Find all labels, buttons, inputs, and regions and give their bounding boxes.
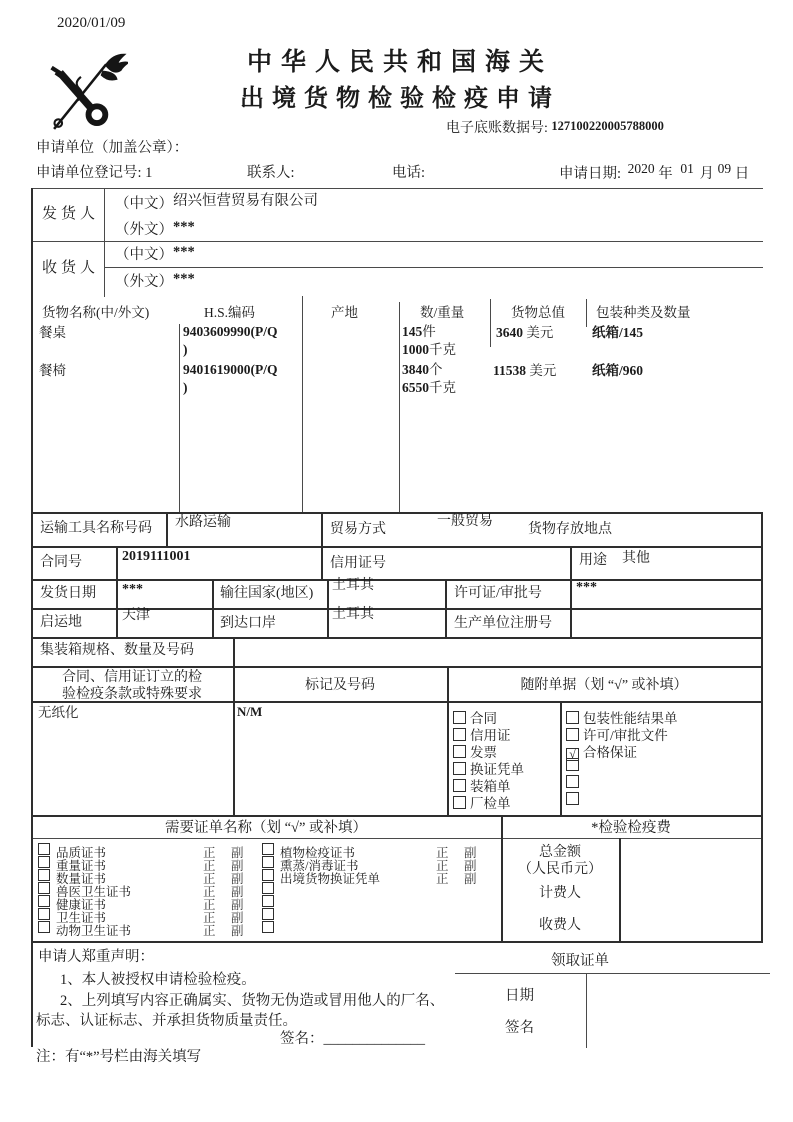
applicant-reg-row <box>36 165 152 182</box>
checkbox[interactable] <box>453 745 466 758</box>
checkbox[interactable] <box>566 792 579 805</box>
line <box>399 302 400 512</box>
checkbox[interactable] <box>566 711 579 724</box>
usage-label: 用途 <box>579 553 607 568</box>
checkbox[interactable] <box>262 869 274 881</box>
cert-row: 动物卫生证书 正 副 <box>38 921 508 935</box>
contract-no-label: 合同号 <box>40 555 82 570</box>
goods-header-hs: H.S.编码 <box>204 305 256 320</box>
license-label: 许可证/审批号 <box>454 586 542 601</box>
line <box>302 296 303 512</box>
doc-option-license-docs: 许可/审批文件 <box>566 724 668 744</box>
goods-row-qty1: 145件 <box>402 324 436 339</box>
license-value: *** <box>576 580 597 595</box>
line <box>445 579 447 637</box>
line <box>455 973 770 974</box>
ship-date-value: *** <box>122 582 143 597</box>
container-label: 集装箱规格、数量及号码 <box>40 643 194 658</box>
goods-row-qty2: 1000千克 <box>402 342 456 357</box>
line <box>31 188 763 189</box>
producer-reg-label: 生产单位注册号 <box>454 616 552 631</box>
consignor-fn-row <box>115 219 195 239</box>
goods-row-value: 3640 美元 <box>496 325 554 340</box>
transport-value: 水路运输 <box>175 515 231 530</box>
fee-amount-label-line2: （人民币元） <box>518 862 602 877</box>
consignee-fn-row <box>115 271 195 291</box>
checkbox-checked[interactable]: √ <box>566 748 579 761</box>
line <box>31 512 763 514</box>
doc-option-conformity-guarantee: √ 合格保证 <box>566 741 637 761</box>
arrival-port-value: 土耳其 <box>332 607 374 622</box>
cn-prefix: （中文） <box>115 247 173 263</box>
dest-country-label: 输往国家(地区) <box>220 586 314 601</box>
line <box>31 637 763 639</box>
checkbox[interactable] <box>38 843 50 855</box>
apply-date-month-unit: 月 <box>699 166 715 182</box>
contact-label: 联系人: <box>247 165 295 181</box>
goods-header-qty: 数/重量 <box>420 305 465 320</box>
checkbox[interactable] <box>566 775 579 788</box>
clause-value: 无纸化 <box>38 705 79 720</box>
fee-collector-label: 收费人 <box>539 918 581 933</box>
checkbox[interactable] <box>453 728 466 741</box>
doc-option-blank <box>566 758 583 774</box>
consignor-cn-value: 绍兴恒营贸易有限公司 <box>173 193 318 209</box>
usage-value: 其他 <box>622 551 650 566</box>
doc-option-blank <box>566 775 583 791</box>
goods-header-value: 货物总值 <box>511 305 565 320</box>
apply-date-day: 09 <box>717 161 732 176</box>
line <box>570 546 572 637</box>
checkbox[interactable] <box>262 908 274 920</box>
goods-row-pack: 纸箱/145 <box>592 325 644 340</box>
checkbox[interactable] <box>453 796 466 809</box>
line <box>586 299 587 327</box>
clause-header-line2: 验检疫条款或特殊要求 <box>62 687 202 702</box>
footnote: 注：有“*”号栏由海关填写 <box>36 1049 202 1065</box>
line <box>490 299 491 347</box>
departure-label: 启运地 <box>40 615 82 630</box>
goods-row-pack: 纸箱/960 <box>592 363 644 378</box>
checkbox[interactable] <box>566 728 579 741</box>
doc-option-packing-list: 装箱单 <box>453 775 511 795</box>
declaration-line3: 标志、认证标志、并承担货物质量责任。 <box>36 1013 297 1029</box>
line <box>31 241 763 242</box>
doc-option-lc: 信用证 <box>453 724 511 744</box>
eaccount-row <box>446 121 664 137</box>
checkbox[interactable] <box>262 895 274 907</box>
eaccount-label: 电子底账数据号: <box>446 121 548 136</box>
checkbox[interactable] <box>453 711 466 724</box>
line <box>31 546 763 548</box>
transport-label: 运输工具名称号码 <box>40 521 152 536</box>
line <box>619 838 621 941</box>
attached-docs-header: 随附单据（划 “√” 或补填） <box>520 678 688 693</box>
line <box>31 838 763 839</box>
apply-date-year-unit: 年 <box>658 166 673 182</box>
consignee-fn-value: *** <box>173 271 195 287</box>
phone-label: 电话: <box>392 165 426 181</box>
eaccount-value: 127100220005788000 <box>551 119 664 133</box>
checkbox[interactable] <box>262 921 274 933</box>
doc-option-packaging-result: 包装性能结果单 <box>566 707 678 727</box>
marks-value: N/M <box>237 704 263 719</box>
line <box>31 579 763 581</box>
cert-row: 数量证书 正 副 出境货物换证凭单 正 副 <box>38 869 508 883</box>
line <box>233 637 235 815</box>
line <box>560 701 562 815</box>
trade-mode-value: 一般贸易 <box>437 514 493 529</box>
form-title-line1: 中华人民共和国海关 <box>246 49 553 76</box>
applicant-reg-label: 申请单位登记号: <box>36 165 142 181</box>
form-title-line2: 出境货物检验检疫申请 <box>240 86 560 112</box>
line <box>104 188 105 297</box>
lc-no-label: 信用证号 <box>330 556 386 571</box>
cert-row: 重量证书 正 副 熏蒸/消毒证书 正 副 <box>38 856 508 870</box>
goods-header-name: 货物名称(中/外文) <box>42 305 150 320</box>
line <box>212 579 214 637</box>
contract-no-value: 2019111001 <box>122 549 191 564</box>
cert-row: 卫生证书 正 副 <box>38 908 508 922</box>
pickup-title: 领取证单 <box>551 953 609 969</box>
doc-option-invoice: 发票 <box>453 741 497 761</box>
apply-date-month: 01 <box>680 161 694 176</box>
checkbox[interactable] <box>262 856 274 868</box>
applicant-reg-value: 1 <box>145 165 153 181</box>
doc-option-blank <box>566 792 583 808</box>
cert-row: 品质证书 正 副 植物检疫证书 正 副 <box>38 843 508 857</box>
storage-label: 货物存放地点 <box>528 522 612 537</box>
signature-line[interactable]: 签名：______________ <box>280 1031 425 1047</box>
line <box>31 815 763 817</box>
fee-header: *检验检疫费 <box>591 820 671 836</box>
fn-prefix: （外文） <box>115 274 173 290</box>
doc-option-contract: 合同 <box>453 707 497 727</box>
print-date: 2020/01/09 <box>57 15 126 31</box>
marks-header: 标记及号码 <box>305 678 375 693</box>
line <box>586 973 587 1048</box>
checkbox[interactable] <box>38 895 50 907</box>
apply-date-day-unit: 日 <box>734 166 750 182</box>
goods-row-name: 餐桌 <box>39 325 66 340</box>
line <box>31 941 763 943</box>
fn-prefix: （外文） <box>115 222 173 238</box>
line <box>321 512 323 579</box>
goods-row-hs: 9403609990(P/Q <box>183 324 278 339</box>
line <box>31 666 763 668</box>
cert-row: 兽医卫生证书 正 副 <box>38 882 508 896</box>
goods-row-qty2: 6550千克 <box>402 380 456 395</box>
goods-header-origin: 产地 <box>331 305 358 320</box>
trade-mode-label: 贸易方式 <box>330 522 386 537</box>
doc-option-factory-inspection: 厂检单 <box>453 792 511 812</box>
goods-row-hs: 9401619000(P/Q <box>183 362 278 377</box>
line <box>179 324 180 512</box>
goods-row-qty1: 3840个 <box>402 362 443 377</box>
checkbox[interactable] <box>453 779 466 792</box>
dest-country-value: 土耳其 <box>332 578 374 593</box>
checkbox[interactable] <box>38 908 50 920</box>
consignor-label: 发货人 <box>42 206 100 222</box>
consignor-cn-row <box>115 193 318 213</box>
apply-date-row <box>559 161 750 183</box>
certs-header: 需要证单名称（划 “√” 或补填） <box>164 820 368 836</box>
consignor-fn-value: *** <box>173 219 195 235</box>
fee-amount-label-line1: 总金额 <box>539 845 581 860</box>
apply-date-year: 2020 <box>627 161 655 176</box>
goods-row-hs-cont: ) <box>183 342 188 357</box>
cn-prefix: （中文） <box>115 196 173 212</box>
goods-row-name: 餐椅 <box>39 363 66 378</box>
checkbox[interactable] <box>38 882 50 894</box>
goods-row-value: 11538 美元 <box>493 363 557 378</box>
departure-value: 天津 <box>122 608 150 623</box>
arrival-port-label: 到达口岸 <box>220 616 276 631</box>
declaration-line2: 2、上列填写内容正确属实、货物无伪造或冒用他人的厂名、 <box>60 993 445 1009</box>
doc-option-exchange-voucher: 换证凭单 <box>453 758 524 778</box>
checkbox[interactable] <box>38 869 50 881</box>
checkbox[interactable] <box>566 758 579 771</box>
apply-date-label: 申请日期: <box>559 166 622 182</box>
consignee-label: 收货人 <box>42 260 100 276</box>
pickup-sign-label: 签名 <box>505 1020 534 1036</box>
line <box>104 267 763 268</box>
checkbox[interactable] <box>262 882 274 894</box>
line <box>31 188 33 1047</box>
goods-row-hs-cont: ) <box>183 380 188 395</box>
declaration-line1: 1、本人被授权申请检验检疫。 <box>60 972 256 988</box>
fee-calculator-label: 计费人 <box>539 886 581 901</box>
applicant-unit-label: 申请单位（加盖公章）： <box>36 140 189 156</box>
clause-header-line1: 合同、信用证订立的检 <box>62 670 202 685</box>
line <box>327 579 329 637</box>
checkbox[interactable] <box>262 843 274 855</box>
declaration-title: 申请人郑重声明： <box>38 949 154 965</box>
checkbox[interactable] <box>453 762 466 775</box>
consignee-cn-row <box>115 244 195 264</box>
line <box>116 546 118 637</box>
consignee-cn-value: *** <box>173 244 195 260</box>
checkbox[interactable] <box>38 856 50 868</box>
line <box>166 512 168 546</box>
goods-header-pack: 包装种类及数量 <box>596 305 691 320</box>
checkbox[interactable] <box>38 921 50 933</box>
pickup-date-label: 日期 <box>505 988 534 1004</box>
cert-row: 健康证书 正 副 <box>38 895 508 909</box>
ship-date-label: 发货日期 <box>40 586 96 601</box>
line <box>761 512 763 941</box>
